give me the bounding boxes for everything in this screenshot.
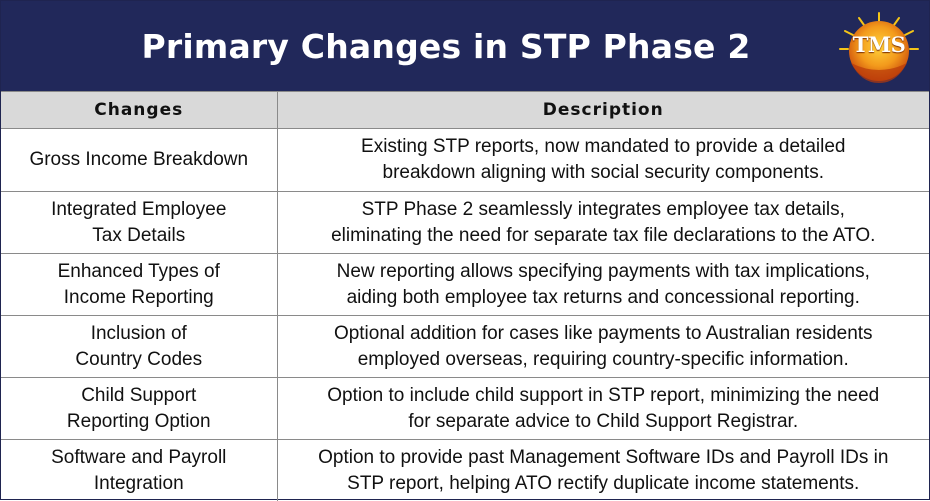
change-line: Income Reporting <box>64 287 214 308</box>
table-row <box>1 440 929 501</box>
description-cell <box>277 440 929 501</box>
table-row <box>1 192 929 254</box>
description-cell <box>277 378 929 440</box>
change-line: Integrated Employee <box>51 199 226 220</box>
tms-logo <box>837 11 921 87</box>
title-banner <box>1 1 929 91</box>
description-line: breakdown aligning with social security components. <box>383 162 824 183</box>
description-line: aiding both employee tax returns and concessional reporting. <box>347 287 860 308</box>
description-line: Existing STP reports, now mandated to provide a detailed <box>361 136 845 157</box>
change-line: Country Codes <box>75 349 202 370</box>
change-cell <box>1 192 277 254</box>
change-line: Software and Payroll <box>51 447 226 468</box>
change-line: Tax Details <box>92 225 185 246</box>
table-row <box>1 254 929 316</box>
description-line: employed overseas, requiring country-specific information. <box>358 349 849 370</box>
description-cell <box>277 316 929 378</box>
change-line: Reporting Option <box>67 411 211 432</box>
description-cell <box>277 254 929 316</box>
description-line: New reporting allows specifying payments with tax implications, <box>337 261 870 282</box>
change-cell <box>1 254 277 316</box>
description-line: eliminating the need for separate tax file declarations to the ATO. <box>331 225 875 246</box>
changes-table <box>1 91 929 501</box>
description-line: for separate advice to Child Support Registrar. <box>408 411 798 432</box>
column-header-description: Description <box>277 92 929 129</box>
change-cell <box>1 440 277 501</box>
description-line: Option to include child support in STP report, minimizing the need <box>327 385 879 406</box>
table-row <box>1 129 929 192</box>
change-cell <box>1 316 277 378</box>
description-cell <box>277 192 929 254</box>
change-line: Integration <box>94 473 184 494</box>
change-line: Gross Income Breakdown <box>29 149 248 170</box>
change-line: Inclusion of <box>91 323 187 344</box>
table-row <box>1 316 929 378</box>
page-title: Primary Changes in STP Phase 2 <box>1 1 891 91</box>
logo-text: TMS <box>837 32 921 57</box>
change-cell <box>1 378 277 440</box>
table-row <box>1 378 929 440</box>
description-cell <box>277 129 929 192</box>
change-cell <box>1 129 277 192</box>
description-line: STP Phase 2 seamlessly integrates employee tax details, <box>362 199 845 220</box>
column-header-changes: Changes <box>1 92 277 129</box>
change-line: Enhanced Types of <box>58 261 220 282</box>
change-line: Child Support <box>81 385 196 406</box>
description-line: STP report, helping ATO rectify duplicate income statements. <box>347 473 859 494</box>
description-line: Optional addition for cases like payments to Australian residents <box>334 323 873 344</box>
description-line: Option to provide past Management Software IDs and Payroll IDs in <box>318 447 888 468</box>
table-header-row <box>1 92 929 129</box>
